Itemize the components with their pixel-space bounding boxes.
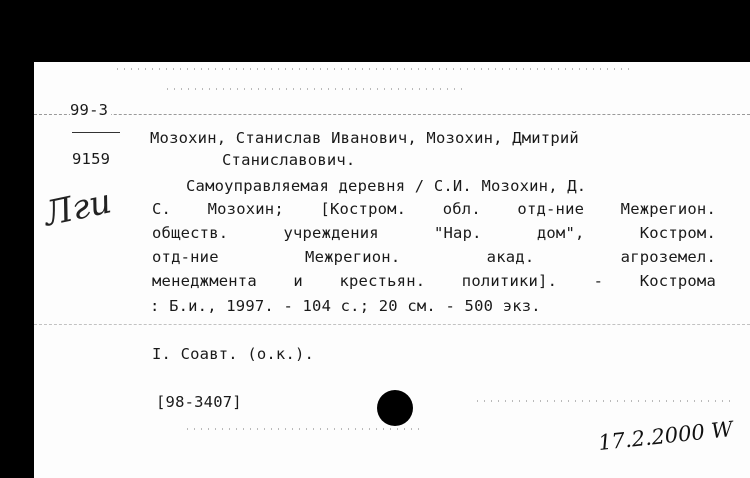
punch-hole: [377, 390, 413, 426]
heading-line-1: Мозохин, Станислав Иванович, Мозохин, Дмитрий: [150, 129, 579, 147]
bottom-dotted-rule: [474, 400, 734, 402]
shelf-mark: 99-3: [70, 100, 111, 120]
second-dotted-rule: [164, 88, 464, 90]
shelf-mark-rule: [34, 114, 750, 115]
handwritten-date: 17.2.2000 W: [597, 417, 735, 455]
low-dotted-rule: [184, 428, 424, 430]
separator-rule: [34, 324, 750, 325]
coauthor-entry: I. Соавт. (о.к.).: [152, 345, 315, 363]
body-line-6: : Б.и., 1997. - 104 с.; 20 см. - 500 экз.: [150, 297, 541, 315]
record-number: [98-3407]: [156, 393, 242, 411]
heading-line-2: Станиславович.: [222, 151, 356, 169]
inventory-number: 9159: [72, 150, 111, 168]
body-line-4: отд-ние Межрегион. акад. агроземел.: [152, 248, 716, 266]
top-dotted-rule: [114, 68, 634, 70]
handwritten-signature: Лги: [40, 181, 115, 235]
body-line-3: обществ. учреждения "Нар. дом", Костром.: [152, 224, 716, 242]
body-line-5: менеджмента и крестьян. политики]. - Кострома: [152, 272, 716, 290]
inventory-rule: [72, 132, 120, 133]
body-line-2: С. Мозохин; [Костром. обл. отд-ние Межрегион.: [152, 200, 716, 218]
body-line-1: Самоуправляемая деревня / С.И. Мозохин, Д.: [186, 177, 587, 195]
